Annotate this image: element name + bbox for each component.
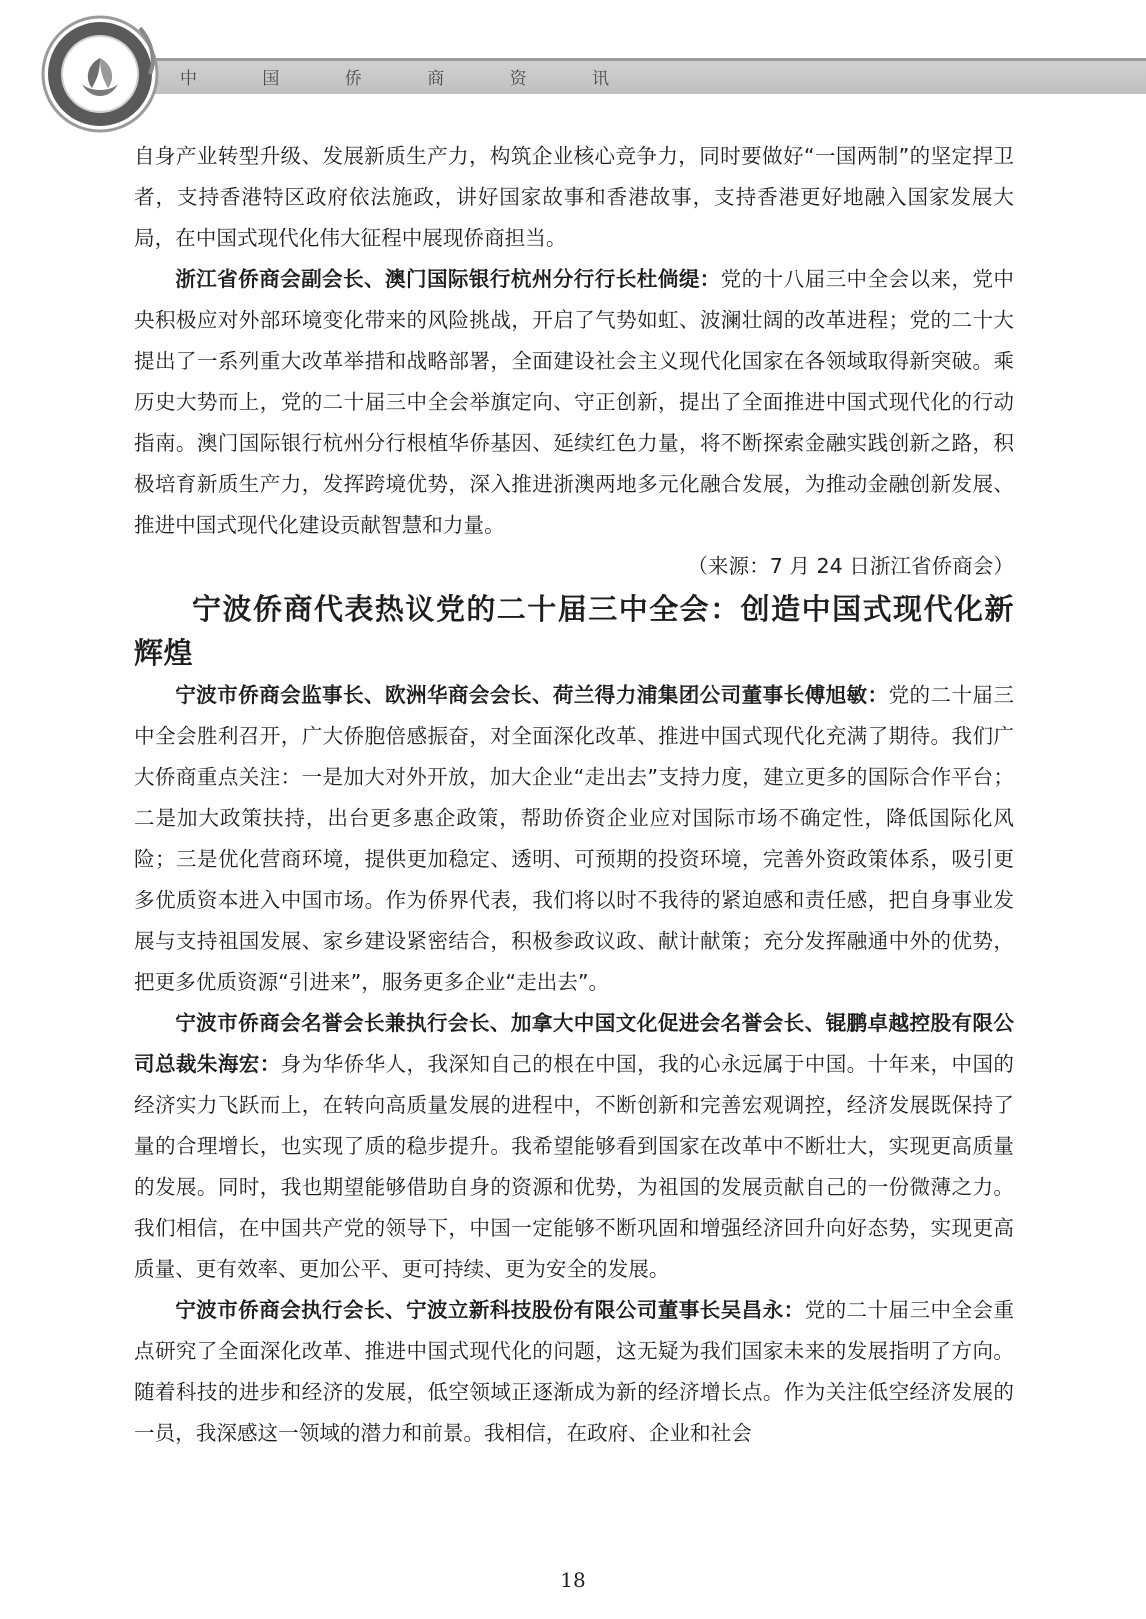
header-rule xyxy=(128,58,1146,61)
statement-du: 党的十八届三中全会以来，党中央积极应对外部环境变化带来的风险挑战，开启了气势如虹、波澜壮阔的改革进程；党的二十大提出了一系列重大改革举措和战略部署，全面建设社会主义现代化国家在各领域取得新突破。乘历史大势而上，党的二十届三中全会举旗定向、守正创新，提出了全面推进中国式现代化的行动指南。澳门国际银行杭州分行根植华侨基因、延续红色力量，将不断探索金融实践创新之路，积极培育新质生产力，发挥跨境优势，深入推进浙澳两地多元化融合发展，为推动金融创新发展、推进中国式现代化建设贡献智慧和力量。 xyxy=(134,267,1015,537)
speaker-wu: 宁波市侨商会执行会长、宁波立新科技股份有限公司董事长吴昌永： xyxy=(175,1298,805,1322)
speaker-fu: 宁波市侨商会监事长、欧洲华商会会长、荷兰得力浦集团公司董事长傅旭敏： xyxy=(175,683,889,707)
article-body xyxy=(134,136,1014,1454)
page-number: 18 xyxy=(560,1568,586,1592)
speaker-du: 浙江省侨商会副会长、澳门国际银行杭州分行行长杜倘缇： xyxy=(175,267,721,291)
intro-paragraph: 自身产业转型升级、发展新质生产力，构筑企业核心竞争力，同时要做好“一国两制”的坚定捍卫者，支持香港特区政府依法施政，讲好国家故事和香港故事，支持香港更好地融入国家发展大局，在中国式现代化伟大征程中展现侨商担当。 xyxy=(134,144,1014,250)
paragraph-du xyxy=(134,259,1014,546)
source-line: （来源：7 月 24 日浙江省侨商会） xyxy=(687,554,1014,578)
magazine-title: 中 国 侨 商 资 讯 xyxy=(180,69,640,89)
section-headline: 宁波侨商代表热议党的二十届三中全会：创造中国式现代化新辉煌 xyxy=(134,592,1014,670)
statement-fu: 党的二十届三中全会胜利召开，广大侨胞倍感振奋，对全面深化改革、推进中国式现代化充满了期待。我们广大侨商重点关注：一是加大对外开放，加大企业“走出去”支持力度，建立更多的国际合作平台；二是加大政策扶持，出台更多惠企政策，帮助侨资企业应对国际市场不确定性，降低国际化风险；三是优化营商环境，提供更加稳定、透明、可预期的投资环境，完善外资政策体系，吸引更多优质资本进入中国市场。作为侨界代表，我们将以时不我待的紧迫感和责任感，把自身事业发展与支持祖国发展、家乡建设紧密结合，积极参政议政、献计献策；充分发挥融通中外的优势，把更多优质资源“引进来”，服务更多企业“走出去”。 xyxy=(134,683,1015,994)
paragraph-fu xyxy=(134,675,1014,1003)
statement-wu: 党的二十届三中全会重点研究了全面深化改革、推进中国式现代化的问题，这无疑为我们国家未来的发展指明了方向。随着科技的进步和经济的发展，低空领域正逐渐成为新的经济增长点。作为关注低空经济发展的一员，我深感这一领域的潜力和前景。我相信，在政府、企业和社会 xyxy=(134,1298,1015,1445)
paragraph-zhu xyxy=(134,1003,1014,1290)
paragraph-wu xyxy=(134,1290,1014,1454)
organization-logo xyxy=(40,14,160,134)
statement-zhu: 身为华侨华人，我深知自己的根在中国，我的心永远属于中国。十年来，中国的经济实力飞跃而上，在转向高质量发展的进程中，不断创新和完善宏观调控，经济发展既保持了量的合理增长，也实现了质的稳步提升。我希望能够看到国家在改革中不断壮大，实现更高质量的发展。同时，我也期望能够借助自身的资源和优势，为祖国的发展贡献自己的一份微薄之力。我们相信，在中国共产党的领导下，中国一定能够不断巩固和增强经济回升向好态势，实现更高质量、更有效率、更加公平、更可持续、更为安全的发展。 xyxy=(134,1052,1015,1281)
speaker-zhu: 宁波市侨商会名誉会长兼执行会长、加拿大中国文化促进会名誉会长、锟鹏卓越控股有限公司总裁朱海宏： xyxy=(134,1011,1014,1076)
